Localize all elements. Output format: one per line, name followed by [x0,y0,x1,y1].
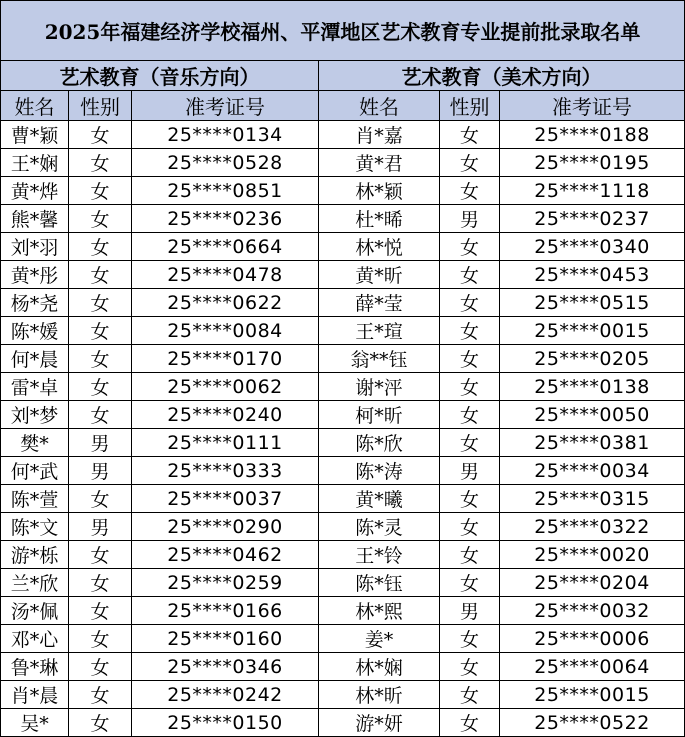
name-cell: 肖*晨 [1,681,69,709]
exam-id-cell: 25****0050 [500,401,685,429]
exam-id-cell: 25****0037 [132,485,319,513]
exam-id-cell: 25****0528 [132,149,319,177]
name-cell: 陈*媛 [1,317,69,345]
gender-cell: 女 [440,233,500,261]
table-row [1,569,685,597]
column-header-row [1,91,685,121]
name-cell: 陈*欣 [319,429,440,457]
gender-cell: 女 [69,709,132,737]
exam-id-cell: 25****0134 [132,121,319,149]
exam-id-cell: 25****0015 [500,681,685,709]
gender-cell: 女 [440,485,500,513]
exam-id-cell: 25****0340 [500,233,685,261]
table-row [1,289,685,317]
name-cell: 陈*涛 [319,457,440,485]
table-row [1,373,685,401]
table-row [1,121,685,149]
exam-id-cell: 25****0322 [500,513,685,541]
group-header-row [1,61,685,91]
gender-cell: 女 [69,317,132,345]
gender-cell: 女 [69,569,132,597]
gender-cell: 男 [440,205,500,233]
exam-id-cell: 25****0032 [500,597,685,625]
table-row [1,597,685,625]
name-cell: 王*瑄 [319,317,440,345]
name-cell: 王*铃 [319,541,440,569]
gender-cell: 女 [440,429,500,457]
table-row [1,681,685,709]
exam-id-cell: 25****0381 [500,429,685,457]
name-cell: 黄*曦 [319,485,440,513]
name-cell: 刘*梦 [1,401,69,429]
exam-id-cell: 25****0015 [500,317,685,345]
gender-cell: 女 [69,177,132,205]
name-cell: 雷*卓 [1,373,69,401]
gender-cell: 女 [69,233,132,261]
table-row [1,653,685,681]
name-cell: 林*颖 [319,177,440,205]
exam-id-cell: 25****0622 [132,289,319,317]
gender-cell: 女 [69,121,132,149]
column-header-name: 姓名 [1,91,69,121]
gender-cell: 女 [440,625,500,653]
exam-id-cell: 25****0150 [132,709,319,737]
gender-cell: 男 [69,429,132,457]
exam-id-cell: 25****0006 [500,625,685,653]
gender-cell: 女 [69,401,132,429]
name-cell: 林*悦 [319,233,440,261]
gender-cell: 男 [440,597,500,625]
gender-cell: 女 [440,345,500,373]
name-cell: 吴* [1,709,69,737]
name-cell: 兰*欣 [1,569,69,597]
gender-cell: 女 [69,373,132,401]
gender-cell: 女 [440,289,500,317]
gender-cell: 女 [69,345,132,373]
gender-cell: 女 [440,569,500,597]
name-cell: 黄*彤 [1,261,69,289]
gender-cell: 女 [69,597,132,625]
page-title: 2025年福建经济学校福州、平潭地区艺术教育专业提前批录取名单 [1,1,685,61]
name-cell: 姜* [319,625,440,653]
name-cell: 杨*尧 [1,289,69,317]
gender-cell: 女 [440,261,500,289]
exam-id-cell: 25****0138 [500,373,685,401]
gender-cell: 女 [440,513,500,541]
title-row [1,1,685,61]
table-row [1,513,685,541]
exam-id-cell: 25****0240 [132,401,319,429]
name-cell: 黄*昕 [319,261,440,289]
name-cell: 汤*佩 [1,597,69,625]
name-cell: 王*娴 [1,149,69,177]
table-row [1,205,685,233]
name-cell: 陈*灵 [319,513,440,541]
exam-id-cell: 25****0333 [132,457,319,485]
table-row [1,709,685,737]
gender-cell: 女 [69,541,132,569]
exam-id-cell: 25****1118 [500,177,685,205]
column-header-exam-id: 准考证号 [132,91,319,121]
exam-id-cell: 25****0034 [500,457,685,485]
name-cell: 何*武 [1,457,69,485]
table-row [1,177,685,205]
name-cell: 刘*羽 [1,233,69,261]
exam-id-cell: 25****0851 [132,177,319,205]
table-row [1,429,685,457]
exam-id-cell: 25****0315 [500,485,685,513]
exam-id-cell: 25****0166 [132,597,319,625]
exam-id-cell: 25****0084 [132,317,319,345]
table-row [1,401,685,429]
exam-id-cell: 25****0346 [132,653,319,681]
gender-cell: 女 [440,541,500,569]
table-row [1,541,685,569]
gender-cell: 女 [69,653,132,681]
exam-id-cell: 25****0290 [132,513,319,541]
table-row [1,233,685,261]
table-row [1,149,685,177]
exam-id-cell: 25****0205 [500,345,685,373]
exam-id-cell: 25****0170 [132,345,319,373]
name-cell: 樊* [1,429,69,457]
name-cell: 熊*馨 [1,205,69,233]
gender-cell: 男 [69,457,132,485]
exam-id-cell: 25****0478 [132,261,319,289]
exam-id-cell: 25****0522 [500,709,685,737]
exam-id-cell: 25****0237 [500,205,685,233]
name-cell: 柯*昕 [319,401,440,429]
exam-id-cell: 25****0242 [132,681,319,709]
name-cell: 肖*嘉 [319,121,440,149]
gender-cell: 女 [440,401,500,429]
name-cell: 游*妍 [319,709,440,737]
name-cell: 陈*钰 [319,569,440,597]
exam-id-cell: 25****0062 [132,373,319,401]
exam-id-cell: 25****0664 [132,233,319,261]
gender-cell: 女 [69,681,132,709]
gender-cell: 女 [440,177,500,205]
table-row [1,317,685,345]
gender-cell: 女 [69,205,132,233]
group-music-header: 艺术教育（音乐方向） [1,61,319,91]
gender-cell: 女 [69,289,132,317]
name-cell: 黄*烨 [1,177,69,205]
exam-id-cell: 25****0236 [132,205,319,233]
exam-id-cell: 25****0020 [500,541,685,569]
name-cell: 黄*君 [319,149,440,177]
exam-id-cell: 25****0259 [132,569,319,597]
gender-cell: 女 [69,261,132,289]
name-cell: 薛*莹 [319,289,440,317]
gender-cell: 女 [440,373,500,401]
name-cell: 陈*文 [1,513,69,541]
name-cell: 林*昕 [319,681,440,709]
column-header-gender: 性别 [69,91,132,121]
name-cell: 林*熙 [319,597,440,625]
gender-cell: 女 [440,653,500,681]
exam-id-cell: 25****0111 [132,429,319,457]
name-cell: 谢*泙 [319,373,440,401]
gender-cell: 男 [440,457,500,485]
exam-id-cell: 25****0515 [500,289,685,317]
column-header-exam-id: 准考证号 [500,91,685,121]
gender-cell: 女 [69,485,132,513]
table-row [1,625,685,653]
exam-id-cell: 25****0195 [500,149,685,177]
exam-id-cell: 25****0453 [500,261,685,289]
exam-id-cell: 25****0462 [132,541,319,569]
table-row [1,261,685,289]
table-row [1,485,685,513]
gender-cell: 女 [440,317,500,345]
gender-cell: 女 [440,681,500,709]
table-row [1,457,685,485]
exam-id-cell: 25****0160 [132,625,319,653]
name-cell: 杜*晞 [319,205,440,233]
exam-id-cell: 25****0204 [500,569,685,597]
table-row [1,345,685,373]
gender-cell: 女 [440,149,500,177]
name-cell: 陈*萱 [1,485,69,513]
name-cell: 何*晨 [1,345,69,373]
name-cell: 翁**钰 [319,345,440,373]
name-cell: 鲁*琳 [1,653,69,681]
gender-cell: 女 [69,625,132,653]
gender-cell: 女 [69,149,132,177]
group-art-header: 艺术教育（美术方向） [319,61,685,91]
name-cell: 林*娴 [319,653,440,681]
gender-cell: 女 [440,121,500,149]
exam-id-cell: 25****0064 [500,653,685,681]
name-cell: 游*栎 [1,541,69,569]
name-cell: 邓*心 [1,625,69,653]
gender-cell: 男 [69,513,132,541]
gender-cell: 女 [440,709,500,737]
column-header-name: 姓名 [319,91,440,121]
name-cell: 曹*颖 [1,121,69,149]
exam-id-cell: 25****0188 [500,121,685,149]
column-header-gender: 性别 [440,91,500,121]
